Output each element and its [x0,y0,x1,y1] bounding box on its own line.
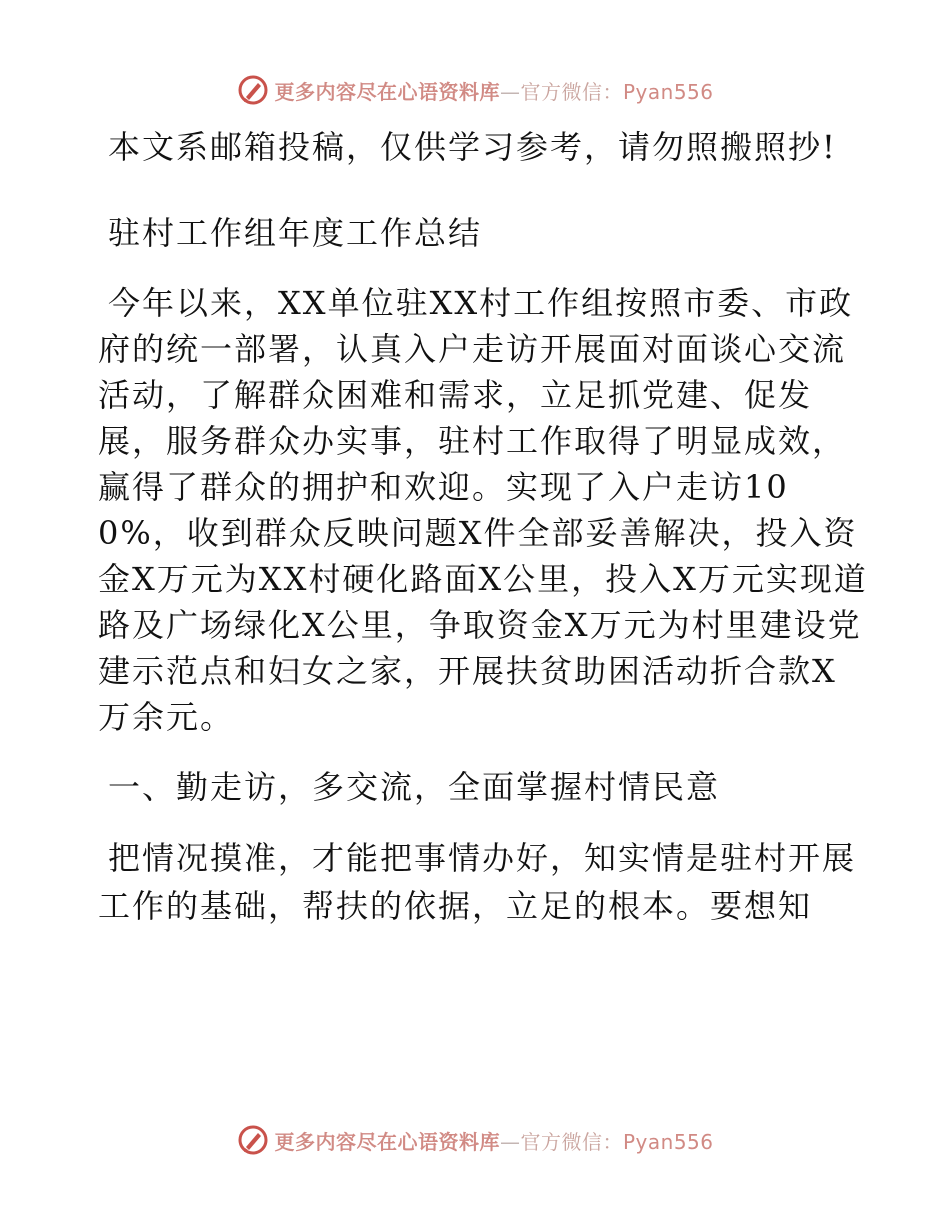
watermark-banner-bottom [0,1120,950,1160]
pen-logo-icon [236,1123,270,1157]
watermark-banner-top [0,70,950,110]
copyright-notice: 本文系邮箱投稿，仅供学习参考，请勿照搬照抄! [108,128,837,166]
document-body [98,124,868,930]
document-title: 驻村工作组年度工作总结 [108,214,483,252]
section-heading: 一、勤走访，多交流，全面掌握村情民意 [108,768,721,806]
watermark-text: 更多内容尽在心语资料库—官方微信：Pyan556 [274,79,714,104]
paragraph: 今年以来，XX单位驻XX村工作组按照市委、市政府的统一部署，认真入户走访开展面对面谈心交流活动，了解群众困难和需求，立足抓党建、促发展，服务群众办实事，驻村工作取得了明显成效，赢得了群众的拥护和欢迎。实现了入户走访100%，收到群众反映问题X件全部妥善解决，投入资金X万元为XX村硬化路面X公里，投入X万元实现道路及广场绿化X公里，争取资金X万元为村里建设党建示范点和妇女之家，开展扶贫助困活动折合款X万余元。 [98,284,868,736]
pen-logo-icon [236,73,270,107]
paragraph: 把情况摸准，才能把事情办好，知实情是驻村开展工作的基础，帮扶的依据，立足的根本。要想知 [98,839,857,925]
watermark-text: 更多内容尽在心语资料库—官方微信：Pyan556 [274,1129,714,1154]
